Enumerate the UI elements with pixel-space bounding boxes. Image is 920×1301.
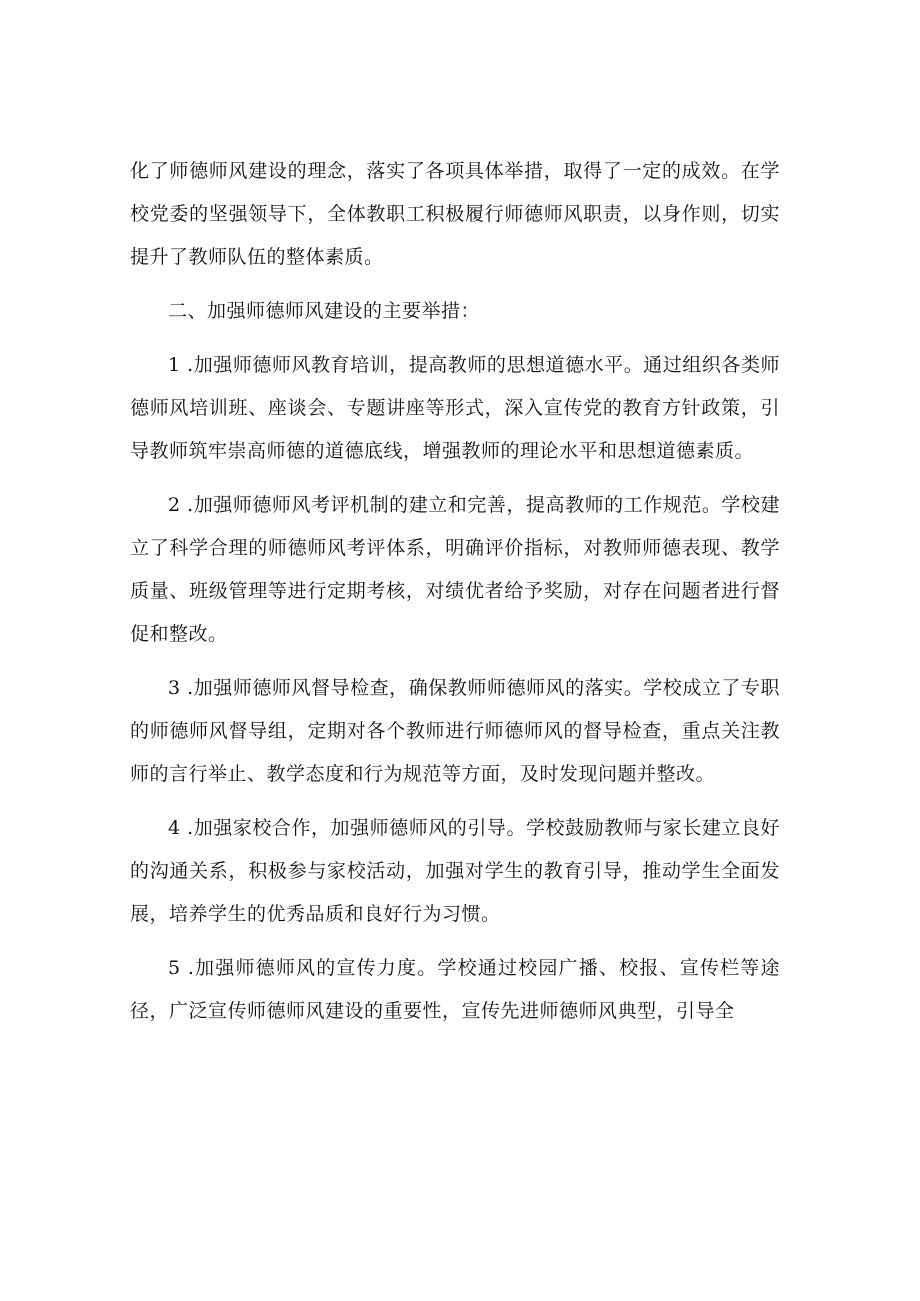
document-body [130, 150, 780, 1033]
paragraph-item-3: 3 .加强师德师风督导检查，确保教师师德师风的落实。学校成立了专职的师德师风督导组，定期对各个教师进行师德师风的督导检查，重点关注教师的言行举止、教学态度和行为规范等方面，及时发现问题并整改。 [130, 677, 780, 785]
paragraph-continuation: 化了师德师风建设的理念，落实了各项具体举措，取得了一定的成效。在学校党委的坚强领导下，全体教职工积极履行师德师风职责，以身作则，切实提升了教师队伍的整体素质。 [130, 160, 780, 268]
section-heading-2: 二、加强师德师风建设的主要举措： [168, 300, 481, 322]
paragraph-item-5: 5 .加强师德师风的宣传力度。学校通过校园广播、校报、宣传栏等途径，广泛宣传师德师风建设的重要性，宣传先进师德师风典型，引导全 [130, 957, 780, 1022]
paragraph-item-1: 1 .加强师德师风教育培训，提高教师的思想道德水平。通过组织各类师德师风培训班、座谈会、专题讲座等形式，深入宣传党的教育方针政策，引导教师筑牢崇高师德的道德底线，增强教师的理论水平和思想道德素质。 [130, 354, 780, 462]
paragraph-item-2: 2 .加强师德师风考评机制的建立和完善，提高教师的工作规范。学校建立了科学合理的师德师风考评体系，明确评价指标，对教师师德表现、教学质量、班级管理等进行定期考核，对绩优者给予奖励，对存在问题者进行督促和整改。 [130, 494, 780, 645]
paragraph-item-4: 4 .加强家校合作，加强师德师风的引导。学校鼓励教师与家长建立良好的沟通关系，积极参与家校活动，加强对学生的教育引导，推动学生全面发展，培养学生的优秀品质和良好行为习惯。 [130, 817, 780, 925]
